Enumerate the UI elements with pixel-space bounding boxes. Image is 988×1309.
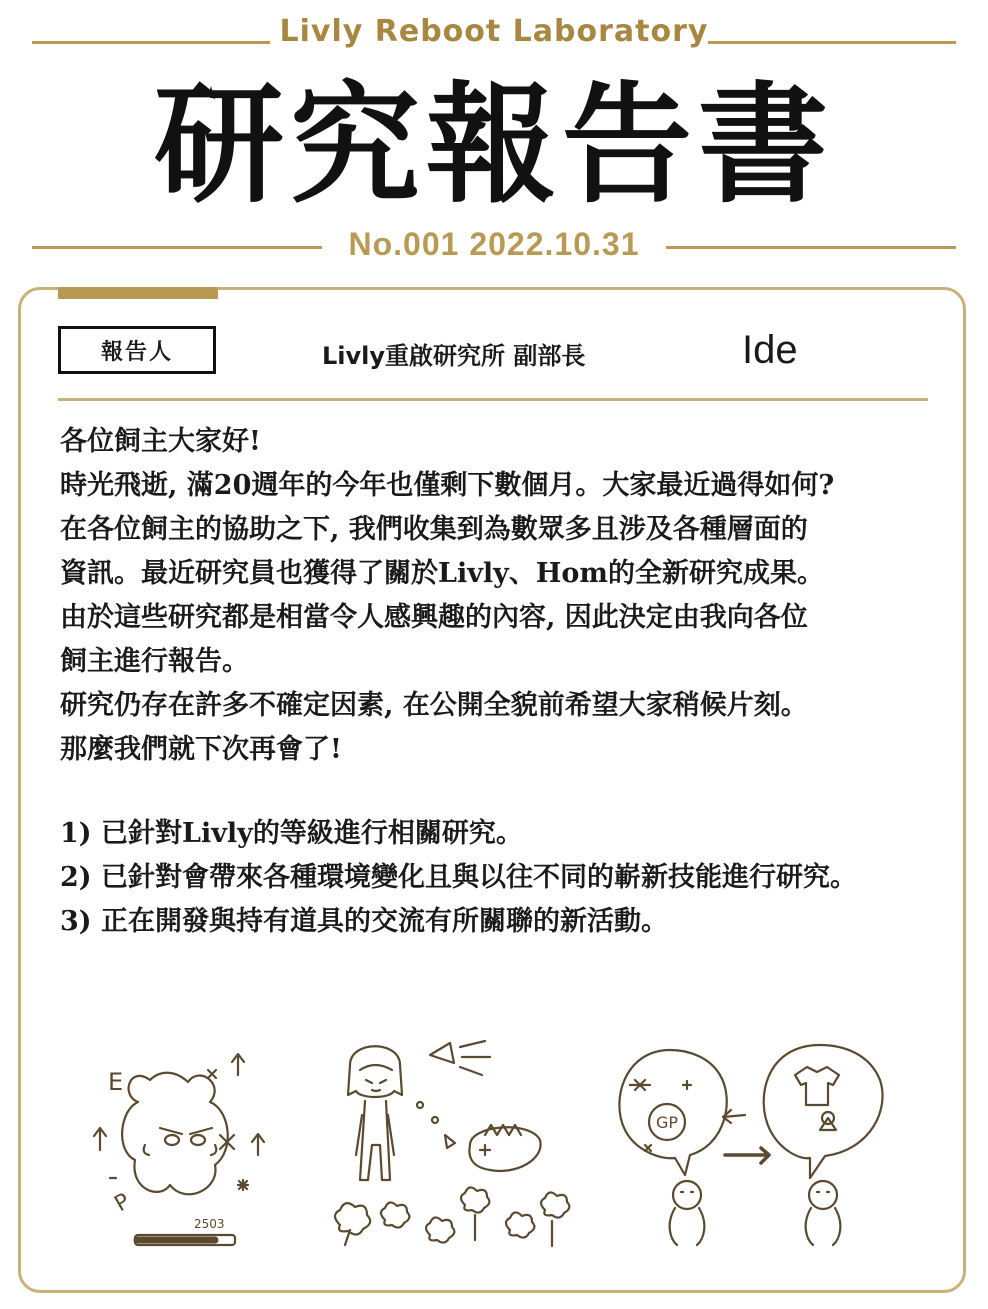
issue-date: No.001 2022.10.31 <box>348 226 640 262</box>
lab-name: Livly Reboot Laboratory <box>279 14 709 49</box>
body-line: 那麼我們就下次再會了! <box>60 734 342 765</box>
creature-sketch <box>90 1040 280 1260</box>
exchange-sketch <box>605 1040 905 1250</box>
body-line: 資訊。最近研究員也獲得了關於Livly、Hom的全新研究成果。 <box>60 558 824 589</box>
research-item: 3) 正在開發與持有道具的交流有所關聯的新活動。 <box>60 906 668 937</box>
sketch-letter-e: E <box>108 1068 124 1096</box>
reporter-affiliation: Livly重啟研究所 副部長 <box>322 342 586 370</box>
body-line: 各位飼主大家好! <box>60 426 261 457</box>
sketch-letter-p: P <box>110 1188 135 1218</box>
research-item: 2) 已針對會帶來各種環境變化且與以往不同的嶄新技能進行研究。 <box>60 862 857 893</box>
gauge-counter: 2503 <box>194 1217 225 1231</box>
card-tab <box>58 287 218 299</box>
research-items <box>60 812 950 944</box>
body-line: 由於這些研究都是相當令人感興趣的內容, 因此決定由我向各位 <box>60 602 808 633</box>
reporter-name: Ide <box>742 328 798 372</box>
reporter-label: 報告人 <box>58 326 216 374</box>
flower-group <box>335 1187 569 1246</box>
research-item: 1) 已針對Livly的等級進行相關研究。 <box>60 818 523 849</box>
body-line: 時光飛逝, 滿20週年的今年也僅剩下數個月。大家最近過得如何? <box>60 470 835 501</box>
body-line: 飼主進行報告。 <box>60 646 249 677</box>
body-line: 在各位飼主的協助之下, 我們收集到為數眾多且涉及各種層面的 <box>60 514 808 545</box>
girl-flowers-sketch <box>320 1035 590 1265</box>
bubble-gp-text: GP <box>656 1113 679 1132</box>
card-divider <box>58 398 928 401</box>
body-line: 研究仍存在許多不確定因素, 在公開全貌前希望大家稍候片刻。 <box>60 690 808 721</box>
report-body <box>60 420 950 772</box>
page-title: 研究報告書 <box>153 69 834 221</box>
